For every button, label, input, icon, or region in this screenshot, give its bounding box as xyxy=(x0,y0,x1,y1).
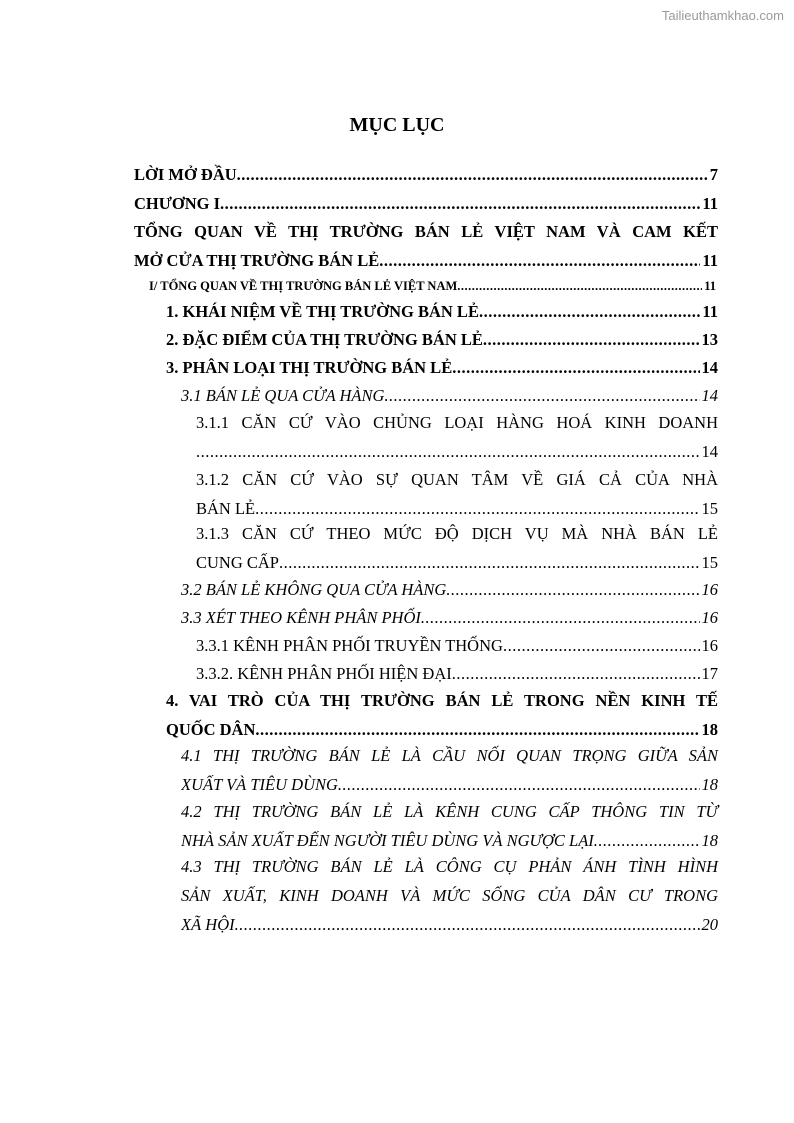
toc-entry-section-3-1-2[interactable] xyxy=(196,465,718,523)
toc-entry-text-line2: BÁN LẺ xyxy=(196,499,256,518)
toc-entry-page: 18 xyxy=(701,831,718,850)
toc-entry-section-4-3[interactable] xyxy=(181,852,718,939)
toc-entry-section-3-3-2[interactable] xyxy=(196,659,718,688)
toc-entry-section-3-3-1[interactable] xyxy=(196,631,718,660)
toc-entry-text-line1: 4.1 THỊ TRƯỜNG BÁN LẺ LÀ CẦU NỐI QUAN TRỌNG GIỮA SẢN xyxy=(181,746,718,765)
toc-entry-text: 3.3 XÉT THEO KÊNH PHÂN PHỐI xyxy=(181,608,421,627)
toc-entry-page: 16 xyxy=(701,636,718,655)
toc-entry-section-2[interactable] xyxy=(166,325,718,354)
toc-entry-text: I/ TỔNG QUAN VỀ THỊ TRƯỜNG BÁN LẺ VIỆT NAM xyxy=(149,279,458,293)
toc-entry-page: 20 xyxy=(701,915,718,934)
toc-entry-text-line1: 3.1.3 CĂN CỨ THEO MỨC ĐỘ DỊCH VỤ MÀ NHÀ BÁN LẺ xyxy=(196,524,718,543)
toc-entry-page: 18 xyxy=(701,775,718,794)
toc-entry-text-line2: NHÀ SẢN XUẤT ĐẾN NGƯỜI TIÊU DÙNG VÀ NGƯỢC LẠI xyxy=(181,831,594,850)
toc-entry-chuong-1[interactable] xyxy=(134,189,718,218)
toc-entry-page: 16 xyxy=(701,608,718,627)
toc-entry-text: 3.2 BÁN LẺ KHÔNG QUA CỬA HÀNG xyxy=(181,580,447,599)
toc-entry-text-line1: 3.1.2 CĂN CỨ VÀO SỰ QUAN TÂM VỀ GIÁ CẢ CỦA NHÀ xyxy=(196,470,718,489)
toc-entry-section-4[interactable] xyxy=(166,686,718,744)
toc-entry-text-line2: XUẤT VÀ TIÊU DÙNG xyxy=(181,775,338,794)
toc-entry-text-line1: 3.1.1 CĂN CỨ VÀO CHỦNG LOẠI HÀNG HOÁ KINH DOANH xyxy=(196,413,718,432)
toc-entry-section-3-3[interactable] xyxy=(181,603,718,632)
toc-entry-text-line2: QUỐC DÂN xyxy=(166,720,256,739)
toc-entry-page: 16 xyxy=(701,580,718,599)
toc-entry-section-3[interactable] xyxy=(166,353,718,382)
toc-entry-page: 14 xyxy=(701,442,718,461)
toc-entry-text: 1. KHÁI NIỆM VỀ THỊ TRƯỜNG BÁN LẺ xyxy=(166,302,479,321)
toc-entry-text: 3.3.1 KÊNH PHÂN PHỐI TRUYỀN THỐNG xyxy=(196,636,503,655)
toc-entry-page: 15 xyxy=(701,499,718,518)
toc-entry-text: 3.3.2. KÊNH PHÂN PHỐI HIỆN ĐẠI xyxy=(196,664,452,683)
toc-entry-page: 11 xyxy=(704,279,716,293)
toc-entry-page: 14 xyxy=(701,358,718,377)
toc-entry-page: 7 xyxy=(709,165,718,184)
toc-entry-text: LỜI MỞ ĐẦU xyxy=(134,165,237,184)
toc-entry-text-line1: 4.2 THỊ TRƯỜNG BÁN LẺ LÀ KÊNH CUNG CẤP THÔNG TIN TỪ xyxy=(181,802,718,821)
toc-entry-section-3-1-3[interactable] xyxy=(196,519,718,577)
page-title: MỤC LỤC xyxy=(349,114,445,136)
toc-entry-page: 14 xyxy=(701,386,718,405)
toc-entry-text-line2: MỞ CỬA THỊ TRƯỜNG BÁN LẺ xyxy=(134,251,380,270)
toc-entry-page: 11 xyxy=(702,194,718,213)
toc-entry-text-line2: SẢN XUẤT, KINH DOANH VÀ MỨC SỐNG CỦA DÂN CƯ TRONG xyxy=(181,886,718,905)
toc-entry-section-3-1[interactable] xyxy=(181,381,718,410)
toc-entry-text-line1: 4. VAI TRÒ CỦA THỊ TRƯỜNG BÁN LẺ TRONG NỀN KINH TẾ xyxy=(166,691,718,710)
toc-entry-text: 2. ĐẶC ĐIỂM CỦA THỊ TRƯỜNG BÁN LẺ xyxy=(166,330,483,349)
watermark: Tailieuthamkhao.com xyxy=(661,8,784,23)
toc-entry-chuong-1-title[interactable] xyxy=(134,217,718,275)
toc-entry-text: 3.1 BÁN LẺ QUA CỬA HÀNG xyxy=(181,386,385,405)
toc-entry-text-line1: TỔNG QUAN VỀ THỊ TRƯỜNG BÁN LẺ VIỆT NAM VÀ CAM KẾT xyxy=(134,222,718,241)
toc-entry-text-line3: XÃ HỘI xyxy=(181,915,235,934)
toc-entry-page: 13 xyxy=(701,330,718,349)
toc-entry-loi-mo-dau[interactable] xyxy=(134,160,718,189)
toc-entry-page: 11 xyxy=(702,302,718,321)
toc-entry-text-line2: CUNG CẤP xyxy=(196,553,279,572)
toc-entry-section-1[interactable] xyxy=(166,297,718,326)
toc-entry-text: CHƯƠNG I xyxy=(134,194,221,213)
toc-entry-page: 11 xyxy=(702,251,718,270)
toc-entry-section-3-1-1[interactable] xyxy=(196,408,718,466)
toc-entry-section-4-1[interactable] xyxy=(181,741,718,799)
toc-entry-page: 17 xyxy=(701,664,718,683)
toc-entry-text-line1: 4.3 THỊ TRƯỜNG BÁN LẺ LÀ CÔNG CỤ PHẢN ÁNH TÌNH HÌNH xyxy=(181,857,718,876)
toc-entry-section-3-2[interactable] xyxy=(181,575,718,604)
toc-entry-text: 3. PHÂN LOẠI THỊ TRƯỜNG BÁN LẺ xyxy=(166,358,453,377)
toc-entry-section-4-2[interactable] xyxy=(181,797,718,855)
toc-entry-page: 18 xyxy=(701,720,718,739)
toc-entry-page: 15 xyxy=(701,553,718,572)
